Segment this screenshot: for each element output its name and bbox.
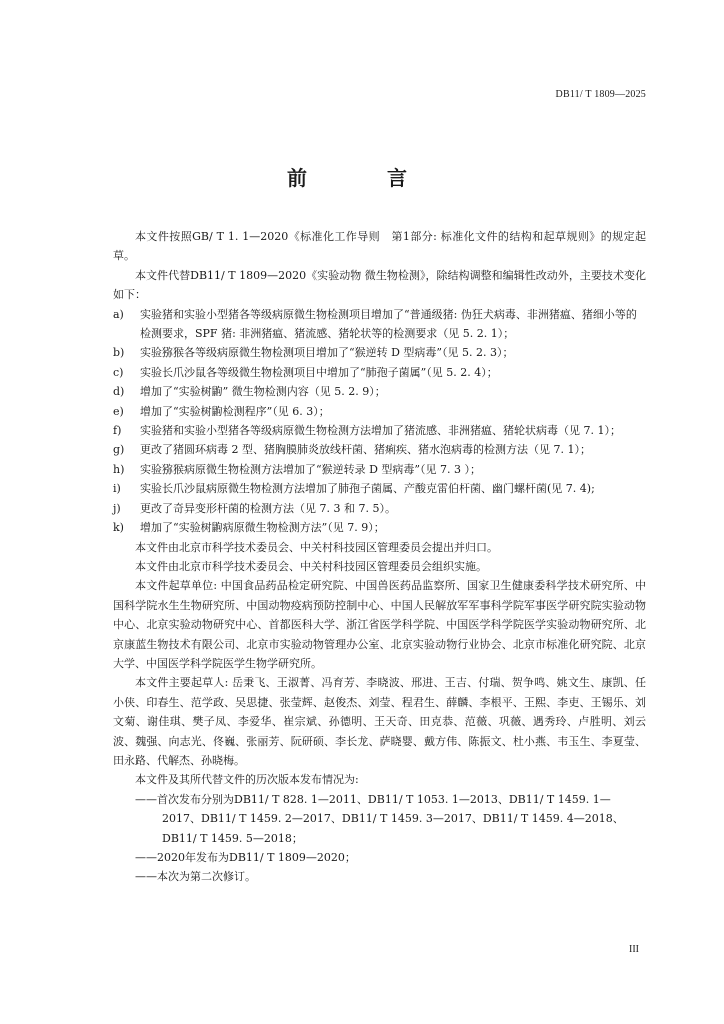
list-item-text: 实验猪和实验小型猪各等级病原微生物检测项目增加了“普通级猪: 伪狂犬病毒、非洲猪瘟、猪细小等的检测要求，SPF 猪: 非洲猪瘟、猪流感、猪轮状等的检测要求（见 5. 2. 1）； (140, 307, 637, 341)
paragraph-history-intro: 本文件及其所代替文件的历次版本发布情况为: (135, 773, 359, 787)
list-marker: d) (113, 385, 125, 399)
list-marker: i) (113, 482, 121, 496)
list-marker: f) (113, 424, 122, 438)
list-marker: a) (113, 307, 124, 321)
paragraph-proposer: 本文件由北京市科学技术委员会、中关村科技园区管理委员会提出并归口。 (135, 540, 498, 554)
list-item-text: 增加了“实验树鼩检测程序”（见 6. 3）； (140, 404, 330, 418)
document-body (113, 227, 646, 887)
history-item: ——2020年发布为DB11/ T 1809—2020； (135, 851, 356, 864)
history-list (113, 790, 646, 887)
list-marker: b) (113, 346, 125, 360)
list-item (113, 479, 646, 498)
list-item-text: 更改了猪圆环病毒 2 型、猪胸膜肺炎放线杆菌、猪痢疾、猪水泡病毒的检测方法（见 7. 1）； (140, 443, 591, 457)
changes-list (113, 305, 646, 538)
list-item (113, 421, 646, 440)
list-marker: c) (113, 365, 124, 379)
list-item-text: 实验猪和实验小型猪各等级病原微生物检测方法增加了猪流感、非洲猪瘟、猪轮状病毒（见 7. 1）； (140, 424, 621, 438)
paragraph-replaces: 本文件代替DB11/ T 1809—2020《实验动物 微生物检测》，除结构调整和编辑性改动外，主要技术变化如下： (113, 268, 646, 302)
list-item (113, 440, 646, 459)
list-item-text: 实验长爪沙鼠各等级微生物检测项目中增加了“肺孢子菌属”（见 5. 2. 4）； (140, 365, 498, 379)
list-item-text: 实验猕猴各等级病原微生物检测项目增加了“猴逆转 D 型病毒”（见 5. 2. 3）； (140, 346, 514, 360)
history-item: ——首次发布分别为DB11/ T 828. 1—2011、DB11/ T 1053. 1—2013、DB11/ T 1459. 1—2017、DB11/ T 1459. 2—2017、DB11/ T 1459. 3—2017、DB11/ T 1459. 4—2018、DB11/ T 1459. 5—2018； (135, 792, 624, 845)
list-item-text: 实验猕猴病原微生物检测方法增加了“猴逆转录 D 型病毒”（见 7. 3 ）； (140, 462, 482, 476)
paragraph-drafting-rules: 本文件按照GB/ T 1. 1—2020《标准化工作导则 第1部分: 标准化文件的结构和起草规则》的规定起草。 (113, 230, 646, 263)
list-marker: j) (113, 501, 121, 515)
list-item-text: 更改了奇异变形杆菌的检测方法（见 7. 3 和 7. 5）。 (140, 501, 396, 515)
history-item: ——本次为第二次修订。 (135, 870, 256, 884)
standard-code: DB11/ T 1809—2025 (555, 89, 646, 100)
list-item-text: 增加了“实验树鼩” 微生物检测内容（见 5. 2. 9）； (140, 385, 386, 399)
page-title: 前 言 (287, 166, 437, 190)
paragraph-drafters: 本文件主要起草人: 岳秉飞、王淑菁、冯育芳、李晓波、邢进、王吉、付瑞、贺争鸣、姚文生、康凯、任小侠、印春生、范学政、吴思捷、张莹辉、赵俊杰、刘莹、程君生、薛麟、李根平、王熙、李吏、王锡乐、刘文菊、谢佳琪、樊子凤、李爱华、崔宗斌、孙德明、王天奇、田克恭、范薇、巩薇、遇秀玲、卢胜明、刘云波、魏强、向志光、佟巍、张丽芳、阮研硕、李长龙、萨晓婴、戴方伟、陈振文、杜小燕、韦玉生、李夏莹、田永路、代解杰、孙晓梅。 (113, 676, 646, 767)
list-item (113, 382, 646, 401)
list-marker: h) (113, 462, 125, 476)
list-item-text: 实验长爪沙鼠病原微生物检测方法增加了肺孢子菌属、产酸克雷伯杆菌、幽门螺杆菌(见 7. 4); (140, 482, 595, 496)
list-item (113, 518, 646, 537)
list-item (113, 499, 646, 518)
page-number: III (629, 944, 639, 955)
list-item (113, 460, 646, 479)
list-marker: e) (113, 404, 124, 418)
list-item (113, 363, 646, 382)
list-item-text: 增加了“实验树鼩病原微生物检测方法”（见 7. 9）； (140, 521, 385, 535)
list-item (113, 343, 646, 362)
list-marker: g) (113, 443, 125, 457)
paragraph-drafting-units: 本文件起草单位: 中国食品药品检定研究院、中国兽医药品监察所、国家卫生健康委科学技术研究所、中国科学院水生生物研究所、中国动物疫病预防控制中心、中国人民解放军军事科学院军事医学研究院实验动物中心、北京实验动物研究中心、首都医科大学、浙江省医学科学院、中国医学科学院医学实验动物研究所、北京康蓝生物技术有限公司、北京市实验动物管理办公室、北京实验动物行业协会、北京市标准化研究院、北京大学、中国医学科学院医学生物学研究所。 (113, 579, 646, 670)
list-marker: k) (113, 521, 124, 535)
list-item (113, 402, 646, 421)
paragraph-implementer: 本文件由北京市科学技术委员会、中关村科技园区管理委员会组织实施。 (135, 559, 487, 573)
list-item (113, 305, 646, 344)
